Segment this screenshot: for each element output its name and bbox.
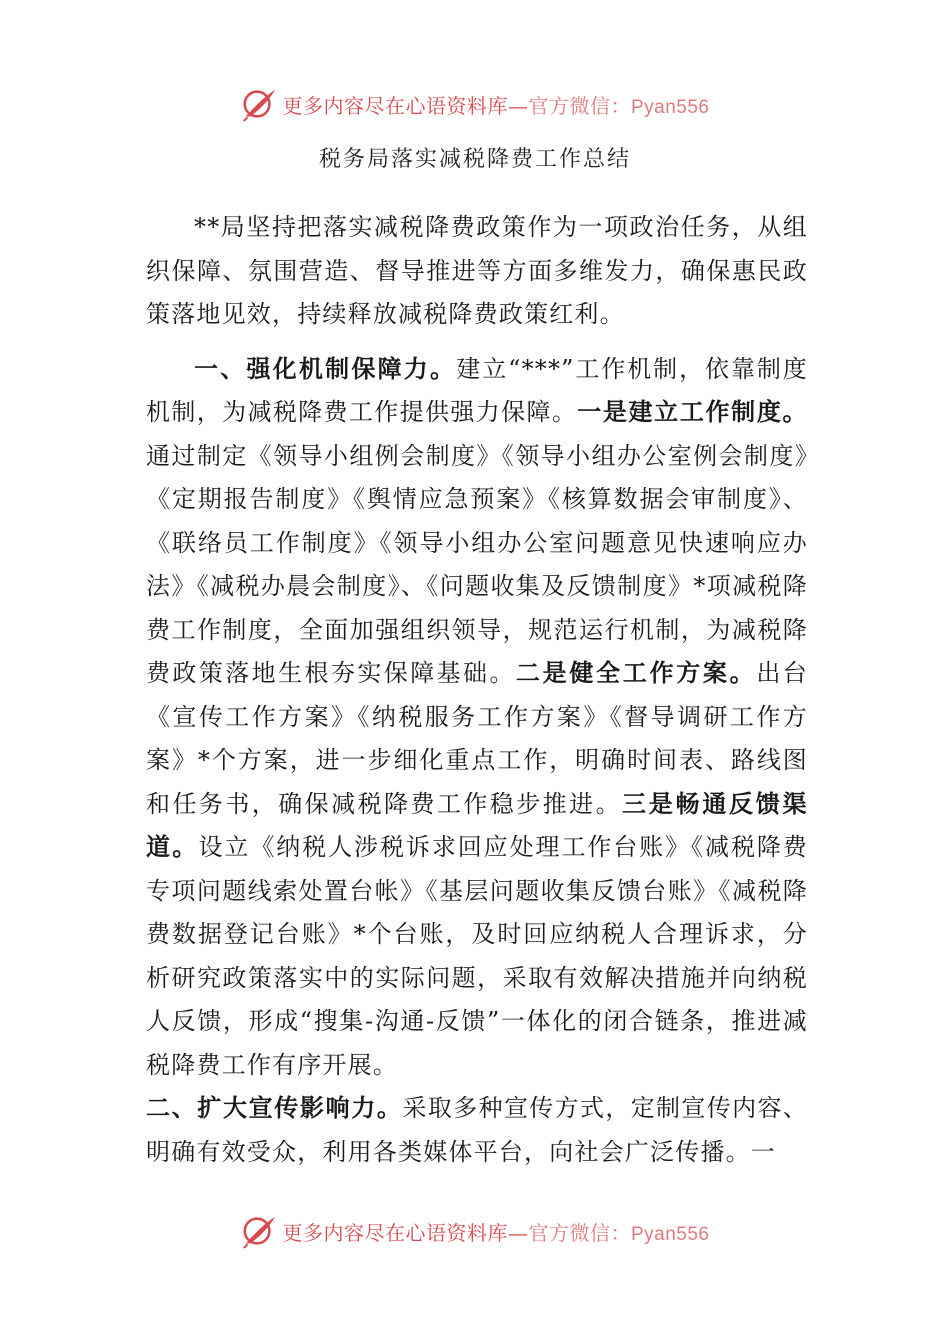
- point-3-heading: 三是畅通反馈渠道。: [146, 789, 809, 861]
- watermark-text: 更多内容尽在心语资料库—官方微信：Pyan556: [282, 1220, 710, 1245]
- section-2-heading: 二、扩大宣传影响力。: [146, 1094, 403, 1122]
- watermark-footer: [0, 1211, 950, 1251]
- section-1-paragraph: 一、强化机制保障力。建立“***”工作机制，依靠制度机制，为减税降费工作提供强力保障。一是建立工作制度。通过制定《领导小组例会制度》《领导小组办公室例会制度》《定期报告制度》《舆情应急预案》《核算数据会审制度》、《联络员工作制度》《领导小组办公室问题意见快速响应办法》《减税办晨会制度》、《问题收集及反馈制度》*项减税降费工作制度，全面加强组织领导，规范运行机制，为减税降费政策落地生根夯实保障基础。二是健全工作方案。出台《宣传工作方案》《纳税服务工作方案》《督导调研工作方案》*个方案，进一步细化重点工作，明确时间表、路线图和任务书，确保减税降费工作稳步推进。三是畅通反馈渠道。设立《纳税人涉税诉求回应处理工作台账》《减税降费专项问题线索处置台帐》《基层问题收集反馈台账》《减税降费数据登记台账》*个台账，及时回应纳税人合理诉求，分析研究政策落实中的实际问题，采取有效解决措施并向纳税人反馈，形成“搜集-沟通-反馈”一体化的闭合链条，推进减税降费工作有序开展。: [146, 354, 809, 1079]
- watermark-text: 更多内容尽在心语资料库—官方微信：Pyan556: [282, 93, 710, 118]
- point-2-heading: 二是健全工作方案。: [515, 659, 757, 687]
- quill-pen-logo-icon: [240, 1212, 278, 1250]
- intro-paragraph: **局坚持把落实减税降费政策作为一项政治任务，从组织保障、氛围营造、督导推进等方面多维发力，确保惠民政策落地见效，持续释放减税降费政策红利。: [146, 213, 808, 328]
- section-2-paragraph: 二、扩大宣传影响力。采取多种宣传方式，定制宣传内容、明确有效受众，利用各类媒体平台，向社会广泛传播。一: [146, 1094, 809, 1166]
- watermark-header: [0, 84, 950, 124]
- section-1-heading: 一、强化机制保障力。: [194, 354, 457, 383]
- document-title: 税务局落实减税降费工作总结: [318, 147, 631, 172]
- quill-pen-logo-icon: [240, 85, 278, 123]
- document-body: [146, 206, 808, 1174]
- point-1-heading: 一是建立工作制度。: [577, 398, 808, 426]
